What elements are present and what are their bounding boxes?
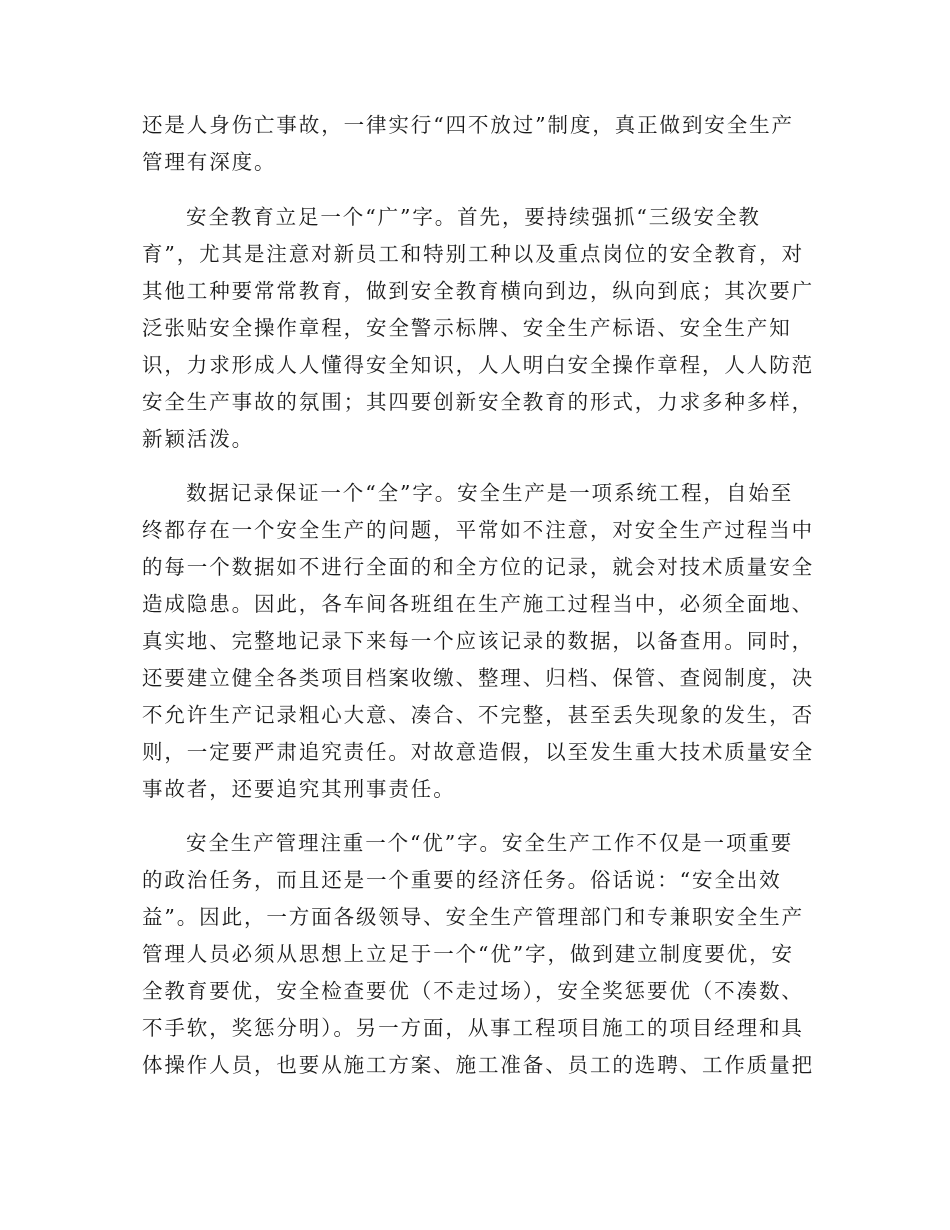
- text-line: 还要建立健全各类项目档案收缴、整理、归档、保管、查阅制度，决: [142, 666, 814, 690]
- text-line: 不手软，奖惩分明）。另一方面，从事工程项目施工的项目经理和具: [142, 1016, 804, 1040]
- text-line: 全教育要优，安全检查要优（不走过场），安全奖惩要优（不凑数、: [142, 979, 804, 1003]
- text-line: 真实地、完整地记录下来每一个应该记录的数据，以备查用。同时，: [142, 629, 814, 653]
- text-line: 安全教育立足一个“广”字。首先，要持续强抓“三级安全教: [186, 205, 761, 229]
- text-line: 不允许生产记录粗心大意、凑合、不完整，甚至丢失现象的发生，否: [142, 703, 814, 727]
- text-line: 则，一定要严肃追究责任。对故意造假，以至发生重大技术质量安全: [142, 740, 814, 764]
- text-line: 数据记录保证一个“全”字。安全生产是一项系统工程，自始至: [186, 481, 794, 505]
- text-line: 的每一个数据如不进行全面的和全方位的记录，就会对技术质量安全: [142, 555, 814, 579]
- text-line: 安全生产管理注重一个“优”字。安全生产工作不仅是一项重要: [186, 831, 794, 855]
- text-line: 还是人身伤亡事故，一律实行“四不放过”制度，真正做到安全生产: [142, 113, 794, 137]
- text-line: 的政治任务，而且还是一个重要的经济任务。俗话说：“安全出效: [142, 868, 782, 892]
- text-line: 新颖活泼。: [142, 427, 254, 451]
- text-line: 终都存在一个安全生产的问题，平常如不注意，对安全生产过程当中: [142, 518, 814, 542]
- text-line: 泛张贴安全操作章程，安全警示标牌、安全生产标语、安全生产知: [142, 316, 792, 340]
- text-line: 安全生产事故的氛围；其四要创新安全教育的形式，力求多种多样，: [142, 390, 814, 414]
- text-line: 造成隐患。因此，各车间各班组在生产施工过程当中，必须全面地、: [142, 592, 814, 616]
- text-line: 其他工种要常常教育，做到安全教育横向到边，纵向到底；其次要广: [142, 279, 814, 303]
- text-line: 育”，尤其是注意对新员工和特别工种以及重点岗位的安全教育，对: [142, 242, 804, 266]
- text-line: 事故者，还要追究其刑事责任。: [142, 777, 456, 801]
- text-line: 益”。因此，一方面各级领导、安全生产管理部门和专兼职安全生产: [142, 905, 804, 929]
- text-line: 管理有深度。: [142, 150, 277, 174]
- text-line: 体操作人员，也要从施工方案、施工准备、员工的选聘、工作质量把: [142, 1053, 814, 1077]
- text-line: 管理人员必须从思想上立足于一个“优”字，做到建立制度要优，安: [142, 942, 794, 966]
- text-line: 识，力求形成人人懂得安全知识，人人明白安全操作章程，人人防范: [142, 353, 814, 377]
